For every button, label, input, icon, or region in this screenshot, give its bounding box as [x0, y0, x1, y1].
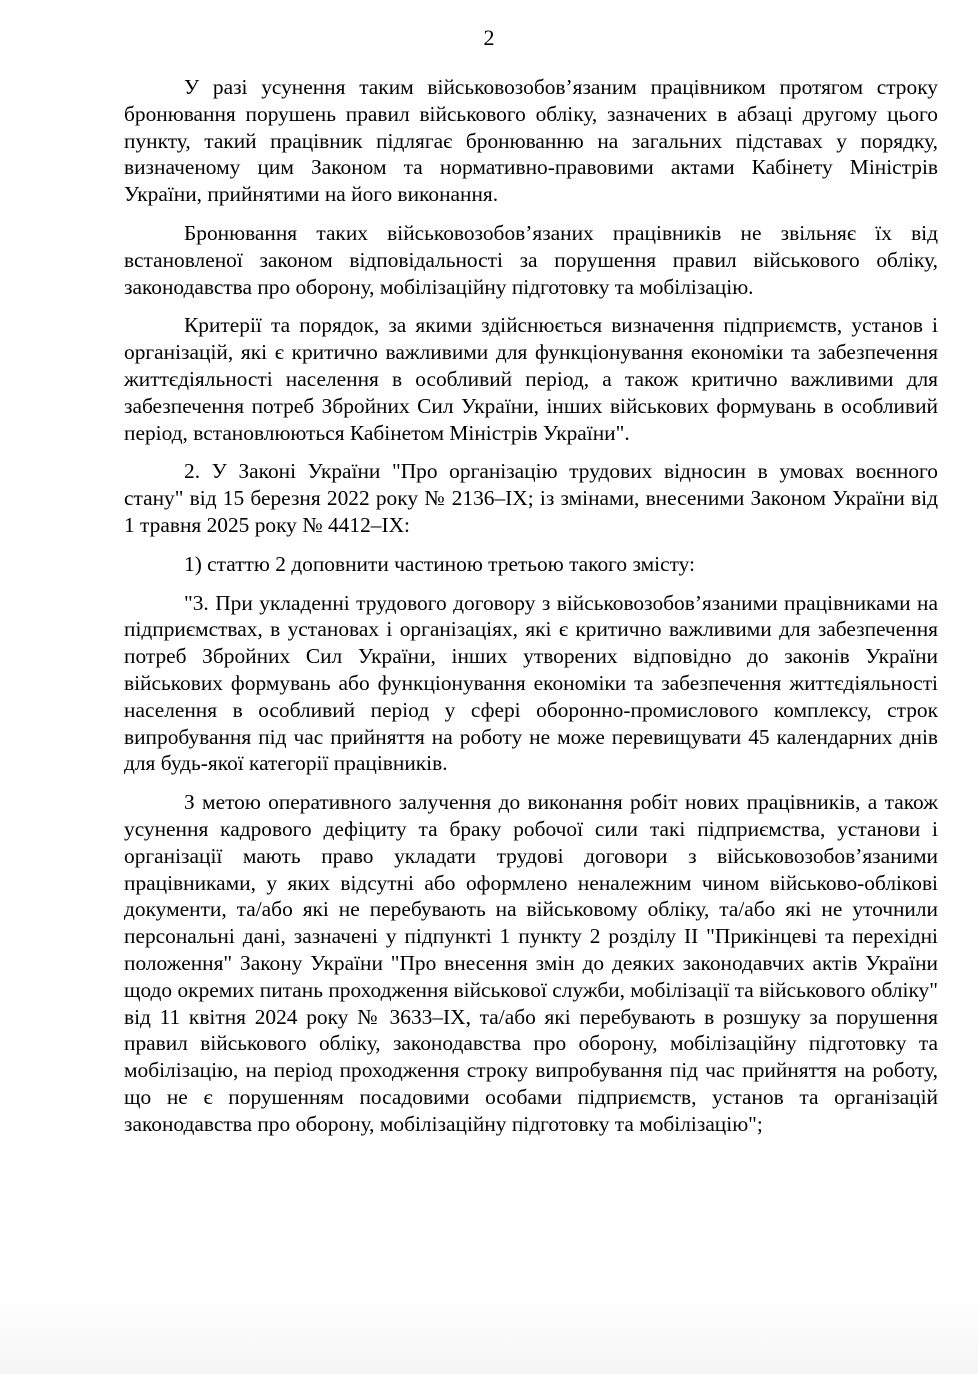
paragraph-probation-period: "3. При укладенні трудового договору з військовозобов’язаними працівниками на підприємствах, в установах і організаціях, які є критично важливими для забезпечення потреб Збройних Сил України, інших утворених відповідно до законів України військових формувань або функціонування економіки та забезпечення життєдіяльності населення в особливий період у сфері оборонно-промислового комплексу, строк випробування під час прийняття на роботу не може перевищувати 45 календарних днів для будь-якої категорії працівників.	[124, 590, 938, 776]
page-bottom-shade	[0, 1294, 978, 1374]
page-number: 2	[483, 25, 495, 50]
paragraph-article-2-addition: 1) статтю 2 доповнити частиною третьою такого змісту:	[184, 551, 696, 576]
paragraph-employment-right: З метою оперативного залучення до виконання робіт нових працівників, а також усунення кадрового дефіциту та браку робочої сили такі підприємства, установи і організації мають право укладати трудові договори з військовозобов’язаними працівниками, у яких відсутні або оформлено неналежним чином військово-облікові документи, та/або які не перебувають на військовому обліку, та/або які не уточнили персональні дані, зазначені у підпункті 1 пункту 2 розділу II "Прикінцеві та перехідні положення" Закону України "Про внесення змін до деяких законодавчих актів України щодо окремих питань проходження військової служби, мобілізації та військового обліку" від 11 квітня 2024 року № 3633–IX, та/або які перебувають в розшуку за порушення правил військового обліку, законодавства про оборону, мобілізаційну підготовку та мобілізацію, на період проходження строку випробування під час прийняття на роботу, що не є порушенням посадовими особами підприємств, установ та організацій законодавства про оборону, мобілізаційну підготовку та мобілізацію";	[124, 790, 938, 1136]
paragraph-criteria: Критерії та порядок, за якими здійснюється визначення підприємств, установ і організацій, які є критично важливими для функціонування економіки та забезпечення життєдіяльності населення в особливий період, а також критично важливими для забезпечення потреб Збройних Сил України, інших військових формувань в особливий період, встановлюються Кабінетом Міністрів України".	[124, 313, 938, 445]
paragraph-liability: Бронювання таких військовозобов’язаних працівників не звільняє їх від встановленої законом відповідальності за порушення правил військового обліку, законодавства про оборону, мобілізаційну підготовку та мобілізацію.	[124, 220, 938, 299]
paragraph-law-amendment-2: 2. У Законі України "Про організацію трудових відносин в умовах воєнного стану" від 15 березня 2022 року № 2136–IX; із змінами, внесеними Законом України від 1 травня 2025 року № 4412–IX:	[124, 459, 938, 537]
paragraph-booking-restoration: У разі усунення таким військовозобов’язаним працівником протягом строку бронювання порушень правил військового обліку, зазначених в абзаці другому цього пункту, такий працівник підлягає бронюванню на загальних підставах у порядку, визначеному цим Законом та нормативно-правовими актами Кабінету Міністрів України, прийнятими на його виконання.	[124, 75, 938, 207]
document-body	[124, 74, 938, 1149]
